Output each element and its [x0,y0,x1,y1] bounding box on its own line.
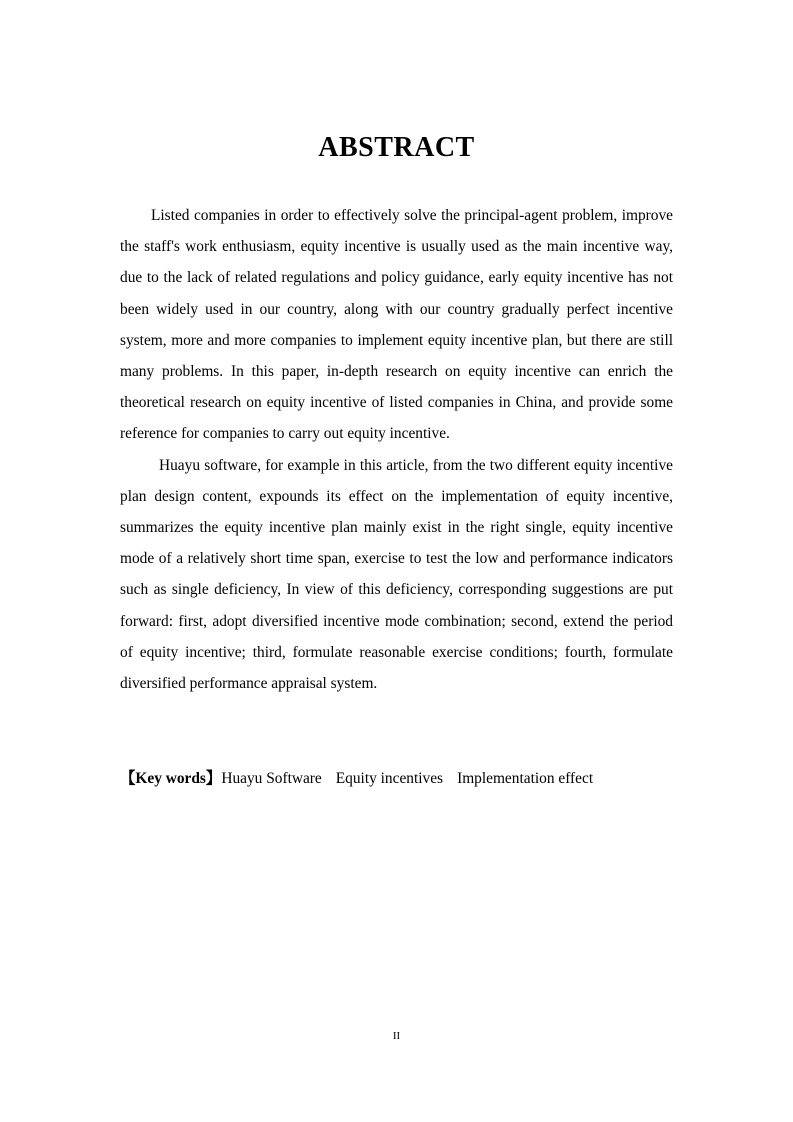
abstract-paragraph-1: Listed companies in order to effectively solve the principal-agent problem, improve the staff's work enthusiasm, equity incentive is usually used as the main incentive way, due to the lack of related regulations and policy guidance, early equity incentive has not been widely used in our country, along with our country gradually perfect incentive system, more and more companies to implement equity incentive plan, but there are still many problems. In this paper, in-depth research on equity incentive can enrich the theoretical research on equity incentive of listed companies in China, and provide some reference for companies to carry out equity incentive. [120,207,673,443]
keyword-2: Equity incentives [335,770,444,787]
abstract-title: ABSTRACT [318,132,475,163]
keyword-3: Implementation effect [457,770,594,787]
keyword-1: Huayu Software [221,770,322,787]
keywords-line [120,763,680,794]
abstract-body [120,200,673,699]
keywords-label: 【Key words】 [120,770,222,787]
abstract-paragraph-2: Huayu software, for example in this article, from the two different equity incentive plan design content, expounds its effect on the implementation of equity incentive, summarizes the equity incentive plan mainly exist in the right single, equity incentive mode of a relatively short time span, exercise to test the low and performance indicators such as single deficiency, In view of this deficiency, corresponding suggestions are put forward: first, adopt diversified incentive mode combination; second, extend the period of equity incentive; third, formulate reasonable exercise conditions; fourth, formulate diversified performance appraisal system. [120,456,673,693]
page-number: II [392,1030,401,1042]
